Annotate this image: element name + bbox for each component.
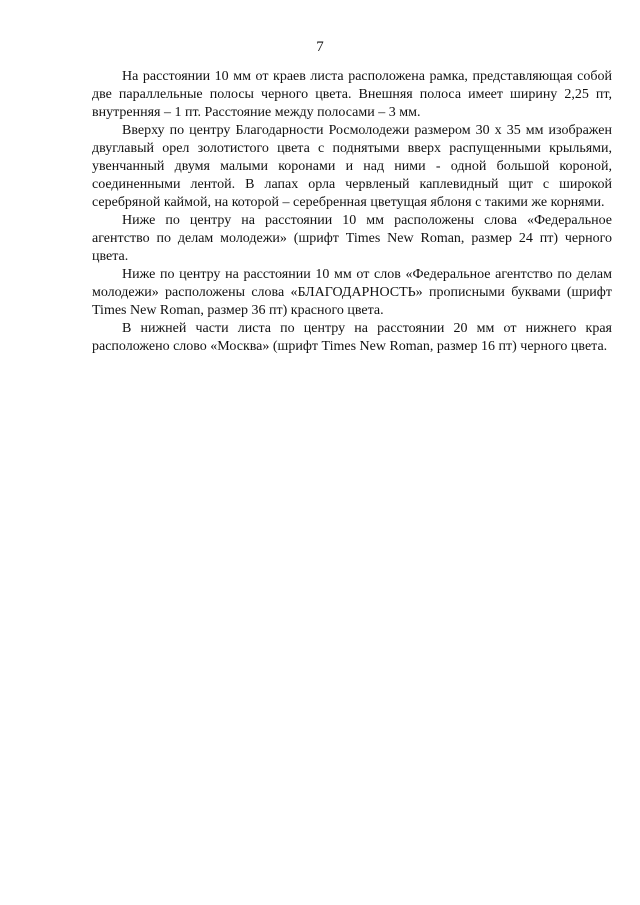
document-body [92, 68, 612, 356]
paragraph-frame: На расстоянии 10 мм от краев листа расположена рамка, представляющая собой две параллельные полосы черного цвета. Внешняя полоса имеет ширину 2,25 пт, внутренняя – 1 пт. Расстояние между полосами – 3 мм. [92, 69, 612, 120]
page-number: 7 [316, 39, 324, 55]
paragraph-gratitude-title: Ниже по центру на расстоянии 10 мм от слов «Федеральное агентство по делам молодежи» расположены слова «БЛАГОДАРНОСТЬ» прописными буквами (шрифт Times New Roman, размер 36 пт) красного цвета. [92, 267, 612, 318]
paragraph-emblem: Вверху по центру Благодарности Росмолодежи размером 30 х 35 мм изображен двуглавый орел золотистого цвета с поднятыми вверх распущенными крыльями, увенчанный двумя малыми коронами и над ними - одной большой короной, соединенными лентой. В лапах орла червленый каплевидный щит с широкой серебряной каймой, на которой – серебренная цветущая яблоня с такими же корнями. [92, 123, 612, 210]
paragraph-agency-title: Ниже по центру на расстоянии 10 мм расположены слова «Федеральное агентство по делам молодежи» (шрифт Times New Roman, размер 24 пт) черного цвета. [92, 213, 612, 264]
paragraph-city: В нижней части листа по центру на расстоянии 20 мм от нижнего края расположено слово «Москва» (шрифт Times New Roman, размер 16 пт) черного цвета. [92, 321, 612, 354]
